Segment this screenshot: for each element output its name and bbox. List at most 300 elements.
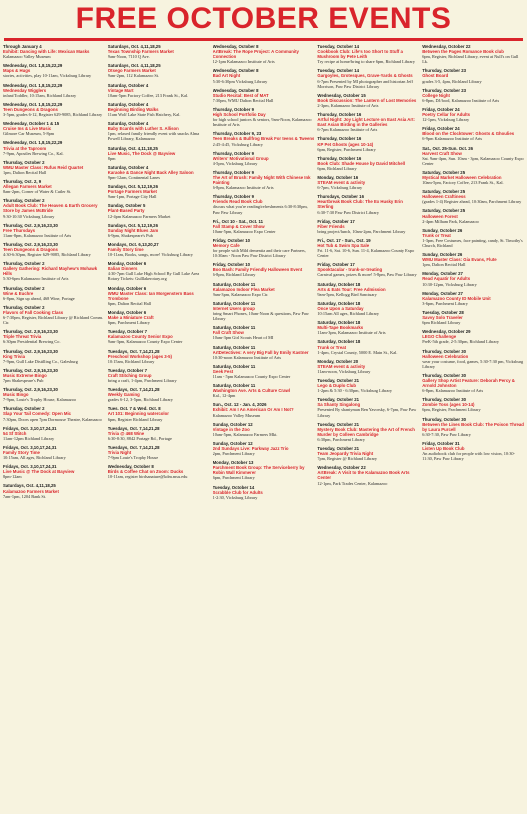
event-date: Friday, October 31 [422, 440, 460, 446]
event-description: 10am-5pm Factory Coffee, 213 Frank St., Kal. [107, 92, 189, 98]
event-item [108, 184, 210, 199]
event-description: 1-3pm, Free Costumes, face painting, candy, St. Timothy's Church, Richland [422, 237, 523, 248]
event-date: Tuesday, October 14 [212, 484, 255, 490]
event-date: Thursday, October 2 [3, 304, 45, 310]
event-description: 7pm, Register @ Richland Library [317, 456, 378, 462]
event-title: Artful Night: Joy Light Lecture on East Asia Art: East Asian Birding in the Galleries [317, 117, 415, 128]
event-description: 10am-3pm Girl Scouts Heart of MI [212, 335, 274, 341]
event-date: Monday, October 6 [107, 261, 147, 267]
event-title: Fall Stamp & Cover Show [212, 223, 265, 229]
event-title: Make a Miniature Craft [107, 315, 154, 321]
event-description: 3-6pm, Parchment Library [422, 300, 468, 306]
event-item [213, 383, 315, 398]
event-item [108, 349, 210, 364]
event-item [3, 102, 105, 117]
event-description: 6pm, Register Richland Library [107, 416, 163, 422]
event-date: Through January 4 [3, 44, 42, 49]
event-item [317, 156, 419, 171]
event-item [317, 136, 419, 151]
page-title: FREE OCTOBER EVENTS [75, 2, 452, 35]
event-description: Kalamazoo Valley Museum [3, 54, 51, 60]
event-title: KP Pet Ghosts (ages 10-14) [317, 141, 374, 147]
event-title: WMU Master Class: Gia Evans, Flute [422, 257, 497, 263]
event-title: Mystery Book Club: Mastering the Art of French Murder by Colleen Cambridge [317, 426, 415, 437]
event-date: Wednesday, Oct. 1,8,15,22,29 [3, 82, 63, 88]
event-title: Hot Tub & Swim Spa Sale [317, 243, 370, 248]
event-date: Friday, October 10 [212, 237, 251, 243]
event-description: 11am-noon, Vicksburg Library [317, 368, 371, 374]
event-description: 7pm Shakespeare's Pub [3, 377, 44, 383]
event-item [422, 349, 524, 369]
event-description: 8pm [107, 155, 116, 161]
event-column-1 [3, 44, 105, 814]
event-date: Friday, October 10 [212, 262, 251, 268]
event-description: An audiobook club for people with low vision, 10:30-11:30, Paw Paw Library [422, 451, 515, 462]
event-date: Monday, October 16 [317, 174, 359, 180]
event-date: Tuesdays, Oct. 7,14,21,28 [107, 348, 160, 354]
event-title: Gallery Shop Artist Feature: Deborah Percy & Arnold Johnston [422, 377, 515, 389]
event-title: Wine & Euchre [3, 290, 34, 296]
event-description: 7:30pm, Doors open 7pm Dormouse Theatre, Kalamazoo [3, 416, 102, 422]
event-description: 1-4pm, Crystal County, 5000 E. Main St., Kal. [317, 349, 398, 355]
event-description: infant/Toddler, 10:15am, Richland Library [3, 92, 77, 98]
event-item [422, 146, 524, 166]
event-title: Geek Fest [212, 368, 234, 374]
event-item [213, 460, 315, 480]
event-item [108, 286, 210, 306]
event-title: Trivia Night [107, 450, 132, 455]
event-date: Thursday, October 9 [212, 106, 255, 112]
event-item [3, 305, 105, 325]
event-item [108, 261, 210, 281]
event-date: Fridays, Oct. 3,10,17,24,31 [3, 464, 57, 470]
event-item [213, 282, 315, 297]
event-item [213, 194, 315, 214]
event-date: Thursday, October 9 [212, 169, 255, 175]
event-date: Thursday, October 16 [317, 112, 362, 118]
event-item [213, 131, 315, 146]
event-description: 12-1pm Kalamazoo Institute of Arts [212, 59, 275, 65]
event-column-4 [317, 44, 419, 814]
event-date: Thursday, Oct. 2,9,16,23,30 [3, 387, 58, 393]
event-item [108, 464, 210, 479]
event-description: 6:30-7:30, Paw Paw Library [422, 431, 471, 437]
event-item [108, 63, 210, 78]
event-date: Saturdays, Oct. 4,11,18,25 [3, 483, 56, 489]
event-item [213, 325, 315, 340]
event-item [108, 387, 210, 402]
event-description: 6:30pm, Parchment Library [317, 436, 366, 442]
event-date: Saturday, October 18 [317, 281, 361, 287]
event-item [317, 44, 419, 64]
event-item [108, 44, 210, 59]
event-description: 12-1pm, Vicksburg Library [422, 117, 470, 123]
event-item [317, 175, 419, 190]
event-description: 10:15am, All ages, Richland Library [3, 455, 66, 461]
event-description: 7-9pm Louie's Trophy House [107, 455, 159, 461]
event-item [108, 203, 210, 218]
event-description: 6-8pm, DJ/food, Kalamazoo Institute of Arts [422, 97, 500, 103]
event-date: Monday, October 6 [107, 285, 147, 291]
event-date: Thursday, October 30 [422, 416, 467, 422]
event-title: Fiber Friends [317, 223, 345, 229]
event-item [317, 219, 419, 234]
event-title: Preschool Workshop (ages 3-5) [107, 353, 172, 359]
event-description: 1pm, Dalton Recital Hall [3, 169, 47, 175]
events-columns [0, 41, 527, 814]
event-item [317, 378, 419, 393]
event-description: 11am-3pm, Kalamazoo Institute of Arts [317, 330, 386, 336]
event-date: Thursday, October 2 [3, 159, 45, 165]
event-description: 1-2:30, Vicksburg Library [212, 494, 258, 500]
event-title: Spooktacular - trunk-or-treating [317, 267, 383, 273]
event-date: Wednesday, Oct. 1,8,15,22,29 [3, 101, 63, 107]
event-title: Otsego Farmers Market [107, 68, 156, 74]
event-title: LEGO Challenge [422, 334, 457, 340]
event-item [213, 262, 315, 277]
event-title: Teen Dungeons & Dragons [3, 106, 58, 112]
event-description: 6pm, Register, Parchment Library [317, 146, 376, 152]
event-item [108, 406, 210, 421]
event-title: Ghost Board [422, 73, 449, 79]
event-item [422, 441, 524, 461]
event-description: 10:15am, Richland Library [107, 358, 155, 364]
event-description: 10-11am, register birdsanature@kdm.msu.edu [107, 474, 188, 480]
event-title: Sunday Night Blues Jam [107, 227, 159, 233]
event-title: Between the Pages Romance Book club [422, 49, 504, 55]
event-title: Savvy Solo Traveler [422, 315, 463, 321]
event-item [422, 208, 524, 223]
event-date: Sat., Oct. 25-Sun. Oct. 26 [422, 145, 474, 151]
event-title: Texas Township Farmers Market [107, 49, 174, 55]
event-description: 9am-Noon, 7110 Q Ave. [107, 54, 150, 60]
event-date: Saturday, October 11 [212, 325, 256, 331]
event-title: Scrabble Club for Adults [212, 489, 263, 495]
event-description: 12-4pm Kalamazoo Farmers Market [107, 213, 171, 219]
event-title: Exhibit: Am I An American Or Am I Not? [212, 407, 294, 413]
event-title: Arts & Eats Tour: Free Admission [317, 286, 386, 292]
event-title: Live Music @ The Dock at Bayview [3, 469, 75, 475]
event-date: Sunday, October 26 [422, 227, 463, 233]
event-title: Birds & Coffee Chat on Zoom: Ducks [107, 469, 184, 475]
event-description: 11am Wolf Lake State Fish Hatchery, Kal. [107, 112, 181, 118]
event-title: Multi-Tape Bookmarks [317, 325, 364, 331]
event-title: Halloween Forest [422, 213, 458, 219]
event-date: Saturday, October 18 [317, 300, 361, 306]
event-title: Allegan Farmers Market [3, 184, 52, 190]
event-title: Memory Cafe [212, 243, 240, 248]
event-item [422, 271, 524, 286]
event-date: Tuesdays, Oct. 7,14,21,28 [107, 387, 160, 393]
event-title: Book Club: Shade House by David Mitchell [317, 160, 406, 166]
event-title: Italian Dinners [107, 266, 138, 272]
event-item [108, 102, 210, 117]
event-date: Thursday, Oct. 2,9,16,23,30 [3, 222, 58, 228]
event-item [213, 345, 315, 360]
event-date: Fridays, Oct. 3,10,17,24,31 [3, 425, 57, 431]
event-title: Slap Your Tail Comedy: Open Mic [3, 411, 72, 417]
event-item [3, 445, 105, 460]
event-title: Adult Book Club: The Heaven & Earth Grocery Store by James McBride [3, 203, 98, 214]
event-description: 6:30pm Presidential Brewing Co. [3, 339, 61, 345]
event-item [3, 464, 105, 479]
event-date: Friday, October 17 [317, 218, 355, 224]
event-item [3, 179, 105, 194]
event-date: Thursday, Oct. 2, 9 [3, 178, 42, 184]
event-date: Wednesday, Oct. 1,8,15,22,29 [3, 63, 63, 69]
event-date: Saturday, October 25 [422, 169, 466, 175]
event-title: Trunk or Treat [422, 232, 451, 238]
event-title: Portage Farmers Market [107, 189, 157, 195]
event-title: Harvest Craft Show [422, 150, 462, 156]
event-date: Thursday, Oct. 2,9,16,23,30 [3, 329, 58, 335]
event-description: 3-5pm, grades 6-12, Register 629-9085, Richland Library [3, 112, 103, 118]
event-date: Monday, October 20 [317, 358, 359, 364]
event-column-5 [422, 44, 524, 814]
event-date: Sun., Oct. 12 - Jan. 4, 2026 [212, 402, 267, 408]
event-title: ArtBreak: A Visit to the Kalamazoo Book Arts Center [317, 470, 410, 481]
event-title: Beginning Birding Walks [107, 106, 159, 112]
event-date: Tuesday, October 21 [317, 446, 360, 451]
event-item [317, 320, 419, 335]
event-description: 2-3pm, Kalamazoo Institute of Arts [317, 102, 379, 108]
event-date: Saturday, October 4 [107, 121, 149, 127]
event-description: 6-9pm, Shakespeare's Pub [107, 232, 153, 238]
event-date: Thursday, Oct. 2,9,16,23,30 [3, 241, 58, 247]
event-date: Wednesday, October 29 [422, 329, 471, 335]
event-item [108, 146, 210, 161]
event-description: 7-9pm, Apostles Brewing Co., Kal. [3, 150, 64, 156]
event-title: 2nd Sundays Live: Parkway Jazz Trio [212, 446, 289, 451]
event-title: Karaoke & Dance Night Back Alley Saloon [107, 169, 194, 175]
event-description: 10am-5pm, Factory Coffee, 213 Frank St., Kal. [422, 180, 504, 186]
event-item [422, 373, 524, 393]
event-title: WMU Master Class: Rufus Reid Quartet [3, 164, 84, 170]
event-date: Sunday, October 5 [107, 203, 146, 209]
event-description: 11am-8pm, Kalamazoo Institute of Arts [3, 232, 72, 238]
event-item [317, 112, 419, 132]
event-title: ArtBreak: The Rope Project: A Community Connection [212, 49, 299, 60]
event-item [317, 465, 419, 485]
event-title: Teen Breaks & Bullfrog Break For teens & Tweens [212, 136, 315, 142]
event-title: WMU Master Class: Ian Morgenstern Bass Trombone [107, 290, 194, 301]
event-title: STEAM event & activity [317, 363, 366, 369]
event-item [213, 88, 315, 103]
event-title: Cruise Ins & Live Music [3, 126, 52, 132]
event-description: 6-8pm, Richland Library [212, 272, 256, 278]
event-date: Saturday, Oct. 4,11,18,25 [107, 145, 158, 151]
event-title: Triple Threat Trivia [3, 334, 42, 340]
event-date: Saturday, October 4 [107, 164, 149, 170]
event-date: Tuesday, October 28 [422, 309, 464, 315]
event-item [317, 422, 419, 442]
event-date: Saturday, October 4 [107, 82, 149, 88]
event-description: Kalamazoo Valley Museum [212, 412, 261, 418]
event-title: Wednesday Wigglers [3, 87, 47, 93]
event-title: Kalamazoo County Senior Expo [107, 334, 173, 340]
event-date: Wednesday, October 8 [212, 87, 259, 93]
event-title: Studio Recital: Best of MAT [212, 92, 269, 98]
event-title: STEAM event & activity [317, 180, 366, 186]
event-item [317, 446, 419, 461]
event-date: Tuesday, October 21 [317, 397, 360, 403]
event-title: Kalamazoo County ID Mobile Unit [422, 295, 491, 301]
event-item [3, 242, 105, 257]
event-date: Saturday, October 11 [212, 383, 256, 389]
event-title: Heartbreak Book Club: The Ex Husky Erin Sterling [317, 199, 403, 210]
event-date: Thursday, October 23 [422, 68, 467, 74]
event-item [317, 262, 419, 277]
event-item [3, 44, 105, 59]
event-date: Saturday, October 11 [212, 363, 256, 369]
event-description: 4-5pm, Vicksburg Library [212, 160, 258, 166]
event-date: Thursday, October 2 [3, 285, 45, 291]
event-description: 5:30-6:30pm Vicksburg Library [212, 78, 268, 84]
event-item [3, 140, 105, 155]
event-description: 9am-5pm, Kellogg Bird Sanctuary [317, 291, 377, 297]
event-item [422, 107, 524, 122]
event-title: Plant-Based Party [107, 208, 145, 214]
event-date: Wednesday, October 1 & 15 [3, 121, 60, 127]
event-date: Wednesday, October 8 [212, 44, 259, 49]
event-title: ArtDetectives: A very Big Fall by Emily Kastner [212, 349, 309, 355]
event-date: Thursdays, October 16 [317, 194, 364, 200]
event-item [3, 198, 105, 218]
event-description: 1pm, relaxed family friendly event with snacks Alma Powell Library, Kalamazoo [107, 131, 200, 142]
event-item [213, 238, 315, 258]
event-date: Wednesday, October 15 [317, 92, 366, 98]
event-description: 1pm, Dalton Recital Hall [422, 262, 466, 268]
event-title: Once Upon a Saturday [317, 305, 364, 311]
event-description: for people with Mild dementia and their care Partners, 10:30am - Noon Paw Paw District Library [212, 248, 306, 259]
event-item [317, 93, 419, 108]
event-title: Blood on the Clocktower: Ghosts & Ghoulies [422, 131, 515, 137]
event-date: Thursday, October 16 [317, 136, 362, 142]
event-description: 2-4pm Milham Park, Kalamazoo [422, 218, 479, 224]
event-column-3 [213, 44, 315, 814]
event-item [213, 301, 315, 321]
event-description: 10am-5pm, Kalamazoo Farmers Mkt. [212, 431, 278, 437]
event-title: Music Extreme Bingo [3, 372, 47, 378]
event-date: Wednesday, October 22 [317, 465, 366, 471]
event-item [108, 223, 210, 238]
event-description: Carnival games, prizes & more! 5-8pm, Paw Paw Library [317, 272, 417, 278]
event-description: 9pm-12am, Continental Lanes [107, 174, 160, 180]
header [0, 0, 527, 38]
event-title: Exhibit: Dancing with Life: Mexican Masks [3, 49, 90, 55]
event-description: PreK-5th grade, 2-5:30pm, Richland Library [422, 339, 500, 345]
event-title: Vintage in the Zoo [212, 426, 250, 432]
event-item [422, 170, 524, 185]
event-title: Family Story Time [3, 450, 40, 455]
event-description: 6-8pm, Sign up ahead, 468 Wine, Portage [3, 295, 75, 301]
event-description: 6pm Richland Library [422, 320, 461, 326]
event-title: Teen Dungeons & Dragons [3, 247, 58, 252]
event-item [108, 121, 210, 141]
event-title: Art 101: Beginning watercolor [107, 411, 169, 417]
event-date: Saturday, October 25 [422, 189, 466, 195]
event-description: 2:45-4:45, Vicksburg Library [212, 141, 263, 147]
event-description: 8am-2pm, Corner of Water & Cutler St. [3, 189, 72, 195]
event-title: Kalamazoo Farmers Market [3, 488, 59, 494]
event-description: 6pm, Richland Library [317, 165, 357, 171]
event-description: Try recipe at home/bring to share 6pm, Richland Library [317, 59, 415, 65]
event-item [108, 310, 210, 325]
event-title: Halloween Celebration [422, 353, 469, 359]
event-title: Maps & Hugs [3, 68, 31, 74]
event-title: Between the Lines Book Club: The Poison Thread by Laura Purcell [422, 421, 524, 432]
event-title: Boo Bash: Family Friendly Halloween Event [212, 267, 303, 273]
event-title: College Night [422, 92, 450, 98]
event-description: 9am-3pm, Kalamazoo Expo Ctr. [212, 291, 269, 297]
event-title: Kalamazoo Indoor Flea Market [212, 286, 275, 292]
event-title: Book Discussion: The Lantern of Lost Memories [317, 97, 417, 103]
event-title: Music Bingo [3, 392, 29, 398]
event-date: Friday, October 24 [422, 106, 460, 112]
event-description: 6pm, Register, Parchment Library [422, 407, 481, 413]
event-description: 10:30-12pm, Vicksburg Library [422, 281, 477, 287]
event-date: Sundays, Oct. 5,12,19,26 [107, 222, 158, 228]
event-date: Tues. Oct. 7 & Wed. Oct. 8 [107, 406, 161, 412]
event-item [3, 349, 105, 364]
event-description: 1-2pm & 5:30 - 6:30pm, Vicksburg Library [317, 388, 393, 394]
event-item [108, 368, 210, 383]
event-item [317, 397, 419, 417]
event-item [213, 441, 315, 456]
event-description: 9:30-10:30 Vicksburg Library [3, 213, 55, 219]
event-date: Wednesday, October 22 [422, 44, 471, 49]
event-description: grades 3-5, 4pm, Richland Library [422, 78, 482, 84]
event-item [213, 170, 315, 190]
event-item [213, 44, 315, 64]
event-date: Tuesday, October 7 [107, 329, 148, 335]
event-item [108, 83, 210, 98]
event-date: Tuesday, October 21 [317, 421, 360, 427]
event-item [3, 286, 105, 301]
event-title: Halloween Craftiness [422, 194, 466, 200]
event-title: 54 Sf Stitch [3, 430, 27, 436]
event-description: 7-9pm, Louie's Trophy House, Kalamazoo [3, 397, 77, 403]
event-title: Craft Stitching Group [107, 372, 152, 378]
event-title: Flavors of Fall Cooking Class [3, 309, 64, 315]
event-item [422, 397, 524, 412]
event-item [422, 44, 524, 64]
event-date: Wednesday, Oct. 1,8,15,22,29 [3, 140, 63, 146]
event-item [422, 329, 524, 344]
event-date: Fridays, Oct. 3,10,17,24,31 [3, 444, 57, 450]
event-item [3, 426, 105, 441]
event-description: 2pm, Parchment Library [212, 451, 255, 457]
event-description: 10:30-noon Kalamazoo Institute of Arts [212, 354, 282, 360]
event-date: Thursday, October 30 [422, 348, 467, 354]
event-title: Friends Read Book Club [212, 199, 263, 205]
event-description: wear your costume, food, games, 5:30-7:30 pm, Vicksburg Library [422, 358, 524, 369]
event-title: Live Music, The Dock @ Bayview [107, 150, 176, 156]
event-item [3, 387, 105, 402]
event-item [317, 282, 419, 297]
event-item [3, 63, 105, 78]
event-description: bring project/lunch, 10am-2pm, Parchment Library [317, 228, 406, 234]
event-title: Gallery Gathering: Richard Mayhew's Mohawk Hills [3, 266, 98, 277]
event-item [317, 301, 419, 316]
event-item [3, 83, 105, 98]
event-title: Free Thursdays [3, 227, 36, 233]
event-description: Presented By shantyman Ben Yavorsky, 6-7pm, Paw Paw Library [317, 407, 417, 418]
event-description: 6-7pm, Vicksburg Library [317, 185, 363, 191]
event-date: Wednesday, October 8 [212, 68, 259, 74]
event-description: bring a craft, 1-4pm, Parchment Library [107, 377, 177, 383]
event-item [213, 68, 315, 83]
